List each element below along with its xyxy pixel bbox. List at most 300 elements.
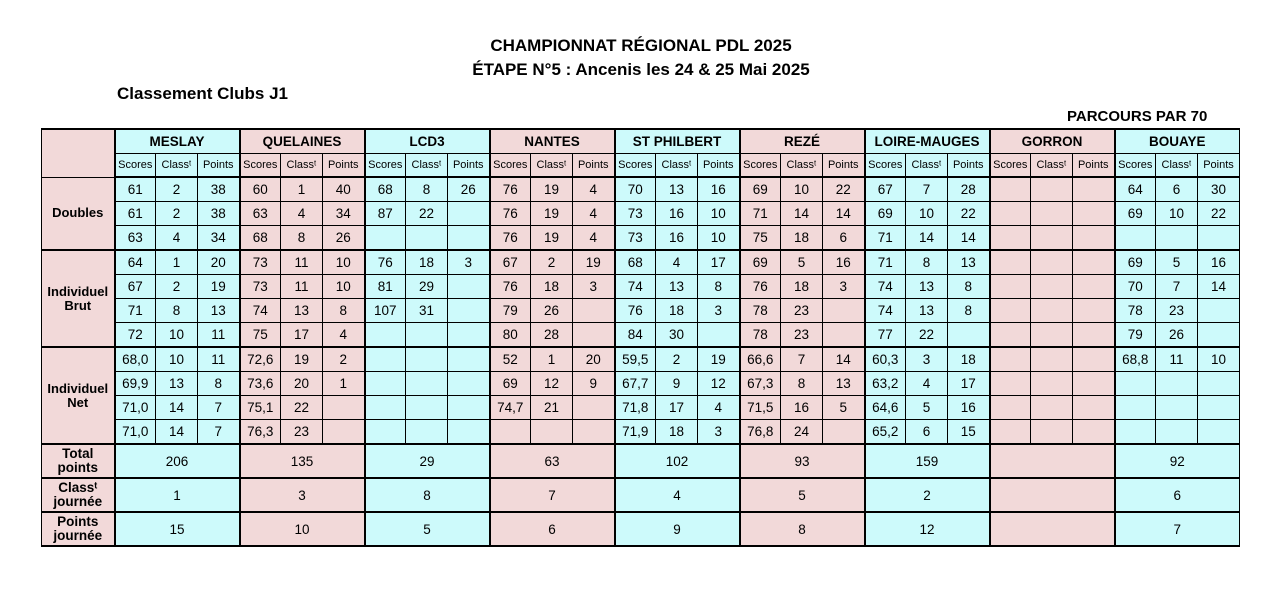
score-cell: 71,9: [615, 420, 656, 445]
club-total-cell: 159: [865, 444, 990, 478]
score-cell: [1031, 347, 1073, 372]
club-points-cell: 15: [115, 512, 240, 546]
score-cell: [990, 202, 1031, 226]
score-cell: 14: [781, 202, 823, 226]
score-cell: 5: [906, 396, 948, 420]
score-cell: 20: [198, 250, 240, 275]
score-cell: [1031, 323, 1073, 348]
score-cell: 73,6: [240, 372, 281, 396]
score-cell: [1031, 226, 1073, 251]
score-cell: 52: [490, 347, 531, 372]
score-cell: [406, 323, 448, 348]
column-header: Points: [323, 154, 365, 178]
score-cell: 17: [948, 372, 990, 396]
score-cell: [365, 420, 406, 445]
score-cell: [1115, 372, 1156, 396]
total-row-label: Classᵗ journée: [42, 478, 115, 512]
score-cell: 78: [1115, 299, 1156, 323]
score-cell: 74: [240, 299, 281, 323]
club-classement-cell: 2: [865, 478, 990, 512]
score-cell: [1031, 299, 1073, 323]
score-cell: 71,0: [115, 396, 156, 420]
score-cell: [1073, 347, 1115, 372]
score-cell: 84: [615, 323, 656, 348]
column-header: Points: [573, 154, 615, 178]
score-cell: 75,1: [240, 396, 281, 420]
column-header: Scores: [1115, 154, 1156, 178]
column-header: Scores: [115, 154, 156, 178]
score-cell: 20: [281, 372, 323, 396]
score-cell: 76: [490, 275, 531, 299]
score-cell: 10: [323, 250, 365, 275]
score-cell: [990, 323, 1031, 348]
score-cell: 29: [406, 275, 448, 299]
score-cell: [823, 420, 865, 445]
parcours-label: PARCOURS PAR 70: [1067, 108, 1208, 125]
score-cell: [448, 372, 490, 396]
row-group-label: Individuel Net: [42, 347, 115, 444]
score-cell: 87: [365, 202, 406, 226]
score-cell: 59,5: [615, 347, 656, 372]
score-cell: 8: [781, 372, 823, 396]
score-cell: 11: [1156, 347, 1198, 372]
score-cell: 61: [115, 177, 156, 202]
column-header: Classᵗ: [656, 154, 698, 178]
score-cell: 13: [906, 299, 948, 323]
score-cell: 14: [156, 396, 198, 420]
club-classement-cell: 5: [740, 478, 865, 512]
score-cell: 60: [240, 177, 281, 202]
score-cell: 4: [323, 323, 365, 348]
score-cell: [448, 396, 490, 420]
club-name: QUELAINES: [240, 129, 365, 154]
score-cell: 11: [198, 347, 240, 372]
club-classement-cell: 1: [115, 478, 240, 512]
score-cell: 18: [531, 275, 573, 299]
score-cell: 14: [948, 226, 990, 251]
score-cell: 67: [115, 275, 156, 299]
score-cell: 8: [156, 299, 198, 323]
score-cell: 26: [531, 299, 573, 323]
score-cell: [990, 275, 1031, 299]
score-cell: 67,7: [615, 372, 656, 396]
score-cell: 10: [698, 202, 740, 226]
score-cell: 63: [115, 226, 156, 251]
score-cell: [1156, 396, 1198, 420]
score-cell: 22: [406, 202, 448, 226]
score-cell: [1115, 396, 1156, 420]
corner-cell: [42, 129, 115, 177]
score-cell: 8: [406, 177, 448, 202]
score-cell: 76: [490, 226, 531, 251]
subtitle: Classement Clubs J1: [117, 84, 289, 103]
score-cell: 71,8: [615, 396, 656, 420]
score-cell: [1156, 420, 1198, 445]
score-cell: 76: [740, 275, 781, 299]
score-cell: 7: [1156, 275, 1198, 299]
score-cell: 71: [740, 202, 781, 226]
score-cell: 4: [573, 202, 615, 226]
column-header: Scores: [240, 154, 281, 178]
score-cell: [365, 226, 406, 251]
score-cell: [365, 396, 406, 420]
column-header: Classᵗ: [1031, 154, 1073, 178]
club-name: MESLAY: [115, 129, 240, 154]
score-cell: [490, 420, 531, 445]
score-cell: 16: [948, 396, 990, 420]
score-cell: 10: [781, 177, 823, 202]
score-cell: 13: [823, 372, 865, 396]
score-cell: 19: [698, 347, 740, 372]
score-cell: 18: [948, 347, 990, 372]
score-cell: 6: [823, 226, 865, 251]
score-cell: 22: [1198, 202, 1240, 226]
score-cell: 78: [740, 299, 781, 323]
column-header: Classᵗ: [281, 154, 323, 178]
column-header: Scores: [740, 154, 781, 178]
score-cell: 70: [1115, 275, 1156, 299]
score-cell: 76: [490, 177, 531, 202]
score-cell: 16: [1198, 250, 1240, 275]
score-cell: 64: [1115, 177, 1156, 202]
score-cell: [948, 323, 990, 348]
score-cell: [406, 420, 448, 445]
score-cell: 17: [698, 250, 740, 275]
club-points-cell: 9: [615, 512, 740, 546]
score-cell: [406, 226, 448, 251]
score-cell: 8: [948, 299, 990, 323]
column-header: Classᵗ: [156, 154, 198, 178]
score-cell: 10: [323, 275, 365, 299]
club-name: ST PHILBERT: [615, 129, 740, 154]
score-cell: [1073, 202, 1115, 226]
club-name: BOUAYE: [1115, 129, 1240, 154]
score-cell: 69,9: [115, 372, 156, 396]
score-cell: 26: [448, 177, 490, 202]
score-cell: 26: [323, 226, 365, 251]
score-cell: 31: [406, 299, 448, 323]
score-cell: 2: [323, 347, 365, 372]
score-cell: [990, 250, 1031, 275]
score-cell: [1073, 323, 1115, 348]
score-cell: 7: [906, 177, 948, 202]
score-cell: 79: [490, 299, 531, 323]
score-cell: [823, 299, 865, 323]
score-cell: 4: [156, 226, 198, 251]
score-cell: [1031, 396, 1073, 420]
score-cell: 40: [323, 177, 365, 202]
score-cell: [990, 372, 1031, 396]
score-cell: 22: [823, 177, 865, 202]
score-cell: 10: [1198, 347, 1240, 372]
score-cell: 73: [240, 275, 281, 299]
score-cell: 34: [323, 202, 365, 226]
score-cell: 76,3: [240, 420, 281, 445]
club-points-cell: 7: [1115, 512, 1240, 546]
score-cell: 71,5: [740, 396, 781, 420]
club-total-cell: 63: [490, 444, 615, 478]
club-classement-cell: 4: [615, 478, 740, 512]
score-cell: [573, 299, 615, 323]
club-total-cell: 102: [615, 444, 740, 478]
score-cell: [406, 347, 448, 372]
score-cell: [823, 323, 865, 348]
score-cell: 16: [656, 202, 698, 226]
score-cell: 68,0: [115, 347, 156, 372]
column-header: Classᵗ: [531, 154, 573, 178]
score-cell: 2: [156, 202, 198, 226]
score-cell: [1198, 323, 1240, 348]
score-cell: [1198, 372, 1240, 396]
score-cell: 7: [198, 420, 240, 445]
club-name: LCD3: [365, 129, 490, 154]
score-cell: [698, 323, 740, 348]
column-header: Scores: [365, 154, 406, 178]
score-cell: 76: [365, 250, 406, 275]
column-header: Classᵗ: [781, 154, 823, 178]
total-row-label: Points journée: [42, 512, 115, 546]
column-header: Scores: [865, 154, 906, 178]
score-cell: [1198, 420, 1240, 445]
score-cell: [573, 323, 615, 348]
score-cell: 71: [865, 250, 906, 275]
score-cell: 74,7: [490, 396, 531, 420]
score-cell: 72: [115, 323, 156, 348]
club-name: REZÉ: [740, 129, 865, 154]
score-cell: 71,0: [115, 420, 156, 445]
score-cell: 13: [281, 299, 323, 323]
score-cell: 7: [781, 347, 823, 372]
score-cell: 68: [240, 226, 281, 251]
score-cell: 13: [906, 275, 948, 299]
column-header: Points: [698, 154, 740, 178]
score-cell: 68: [615, 250, 656, 275]
score-cell: 61: [115, 202, 156, 226]
score-cell: 15: [948, 420, 990, 445]
score-cell: 11: [281, 250, 323, 275]
score-cell: 5: [823, 396, 865, 420]
score-cell: [448, 347, 490, 372]
score-cell: [990, 347, 1031, 372]
score-cell: 8: [906, 250, 948, 275]
score-cell: 8: [948, 275, 990, 299]
column-header: Points: [823, 154, 865, 178]
row-group-label: Individuel Brut: [42, 250, 115, 347]
score-cell: [573, 396, 615, 420]
club-total-cell: [990, 444, 1115, 478]
score-cell: 69: [740, 250, 781, 275]
title-line-2: ÉTAPE N°5 : Ancenis les 24 & 25 Mai 2025: [472, 60, 810, 79]
score-cell: 17: [281, 323, 323, 348]
score-cell: 18: [656, 299, 698, 323]
club-points-cell: 5: [365, 512, 490, 546]
score-cell: 79: [1115, 323, 1156, 348]
row-group-label: Doubles: [42, 177, 115, 250]
score-cell: 76: [490, 202, 531, 226]
score-cell: 28: [531, 323, 573, 348]
score-cell: 81: [365, 275, 406, 299]
score-cell: [365, 372, 406, 396]
score-cell: 19: [531, 202, 573, 226]
score-cell: [1073, 372, 1115, 396]
score-cell: [323, 396, 365, 420]
club-classement-cell: [990, 478, 1115, 512]
score-cell: 74: [865, 299, 906, 323]
score-cell: [406, 372, 448, 396]
score-cell: 3: [573, 275, 615, 299]
score-cell: 30: [1198, 177, 1240, 202]
score-cell: 19: [531, 177, 573, 202]
score-cell: 21: [531, 396, 573, 420]
column-header: Points: [1198, 154, 1240, 178]
score-cell: 22: [906, 323, 948, 348]
score-cell: 3: [906, 347, 948, 372]
score-cell: 5: [1156, 250, 1198, 275]
club-classement-cell: 7: [490, 478, 615, 512]
score-cell: 69: [740, 177, 781, 202]
score-cell: 73: [240, 250, 281, 275]
score-cell: 107: [365, 299, 406, 323]
score-cell: [1031, 275, 1073, 299]
club-classement-cell: 3: [240, 478, 365, 512]
score-cell: 13: [656, 275, 698, 299]
column-header: Classᵗ: [406, 154, 448, 178]
score-cell: 71: [115, 299, 156, 323]
score-cell: 64: [115, 250, 156, 275]
score-cell: [1156, 226, 1198, 251]
score-cell: 63,2: [865, 372, 906, 396]
score-cell: 9: [656, 372, 698, 396]
score-cell: 13: [156, 372, 198, 396]
club-points-cell: 12: [865, 512, 990, 546]
score-cell: 3: [698, 420, 740, 445]
score-cell: 73: [615, 226, 656, 251]
club-classement-cell: 8: [365, 478, 490, 512]
score-cell: 4: [698, 396, 740, 420]
score-cell: 4: [906, 372, 948, 396]
club-classement-cell: 6: [1115, 478, 1240, 512]
column-header: Points: [448, 154, 490, 178]
score-cell: 70: [615, 177, 656, 202]
score-cell: 60,3: [865, 347, 906, 372]
score-cell: [365, 323, 406, 348]
score-cell: 19: [281, 347, 323, 372]
score-cell: 8: [698, 275, 740, 299]
score-cell: [990, 226, 1031, 251]
score-cell: 4: [281, 202, 323, 226]
score-cell: 22: [948, 202, 990, 226]
score-cell: 6: [1156, 177, 1198, 202]
score-cell: 19: [573, 250, 615, 275]
score-cell: 2: [531, 250, 573, 275]
score-cell: 2: [156, 275, 198, 299]
score-cell: 74: [615, 275, 656, 299]
club-points-cell: 6: [490, 512, 615, 546]
club-points-cell: 8: [740, 512, 865, 546]
score-cell: 2: [656, 347, 698, 372]
club-name: GORRON: [990, 129, 1115, 154]
score-cell: [1198, 299, 1240, 323]
score-cell: 17: [656, 396, 698, 420]
score-cell: [406, 396, 448, 420]
score-cell: 69: [1115, 250, 1156, 275]
score-cell: 4: [573, 226, 615, 251]
score-cell: 68,8: [1115, 347, 1156, 372]
score-cell: 75: [240, 323, 281, 348]
score-cell: 16: [698, 177, 740, 202]
score-cell: 67: [490, 250, 531, 275]
score-cell: 26: [1156, 323, 1198, 348]
score-cell: 18: [781, 226, 823, 251]
score-cell: 1: [323, 372, 365, 396]
score-cell: 11: [198, 323, 240, 348]
score-cell: [1031, 372, 1073, 396]
score-cell: 69: [490, 372, 531, 396]
score-cell: 10: [156, 347, 198, 372]
score-cell: 8: [281, 226, 323, 251]
score-cell: [365, 347, 406, 372]
column-header: Classᵗ: [1156, 154, 1198, 178]
classement-table: [41, 128, 1240, 547]
club-total-cell: 135: [240, 444, 365, 478]
score-cell: 38: [198, 177, 240, 202]
score-cell: 12: [531, 372, 573, 396]
score-cell: 3: [823, 275, 865, 299]
club-total-cell: 206: [115, 444, 240, 478]
score-cell: 18: [781, 275, 823, 299]
score-cell: [1031, 202, 1073, 226]
score-cell: [990, 177, 1031, 202]
column-header: Scores: [615, 154, 656, 178]
score-cell: [990, 299, 1031, 323]
score-cell: [1073, 275, 1115, 299]
score-cell: [448, 202, 490, 226]
score-cell: 4: [573, 177, 615, 202]
score-cell: 14: [823, 347, 865, 372]
score-cell: 14: [823, 202, 865, 226]
column-header: Points: [948, 154, 990, 178]
score-cell: 2: [156, 177, 198, 202]
column-header: Points: [198, 154, 240, 178]
score-cell: 34: [198, 226, 240, 251]
club-name: NANTES: [490, 129, 615, 154]
score-cell: 8: [198, 372, 240, 396]
score-cell: 77: [865, 323, 906, 348]
score-cell: [448, 226, 490, 251]
score-cell: [1115, 420, 1156, 445]
score-cell: [1073, 396, 1115, 420]
score-cell: 1: [531, 347, 573, 372]
score-cell: 23: [781, 299, 823, 323]
score-cell: 38: [198, 202, 240, 226]
score-cell: 65,2: [865, 420, 906, 445]
score-cell: [448, 323, 490, 348]
score-cell: 14: [1198, 275, 1240, 299]
score-cell: [1198, 396, 1240, 420]
score-cell: 64,6: [865, 396, 906, 420]
score-cell: [448, 275, 490, 299]
score-cell: 71: [865, 226, 906, 251]
score-cell: 73: [615, 202, 656, 226]
score-cell: 10: [1156, 202, 1198, 226]
score-cell: 6: [906, 420, 948, 445]
score-cell: [448, 420, 490, 445]
column-header: Scores: [990, 154, 1031, 178]
score-cell: 69: [1115, 202, 1156, 226]
score-cell: [1031, 177, 1073, 202]
score-cell: [573, 420, 615, 445]
column-header: Classᵗ: [906, 154, 948, 178]
